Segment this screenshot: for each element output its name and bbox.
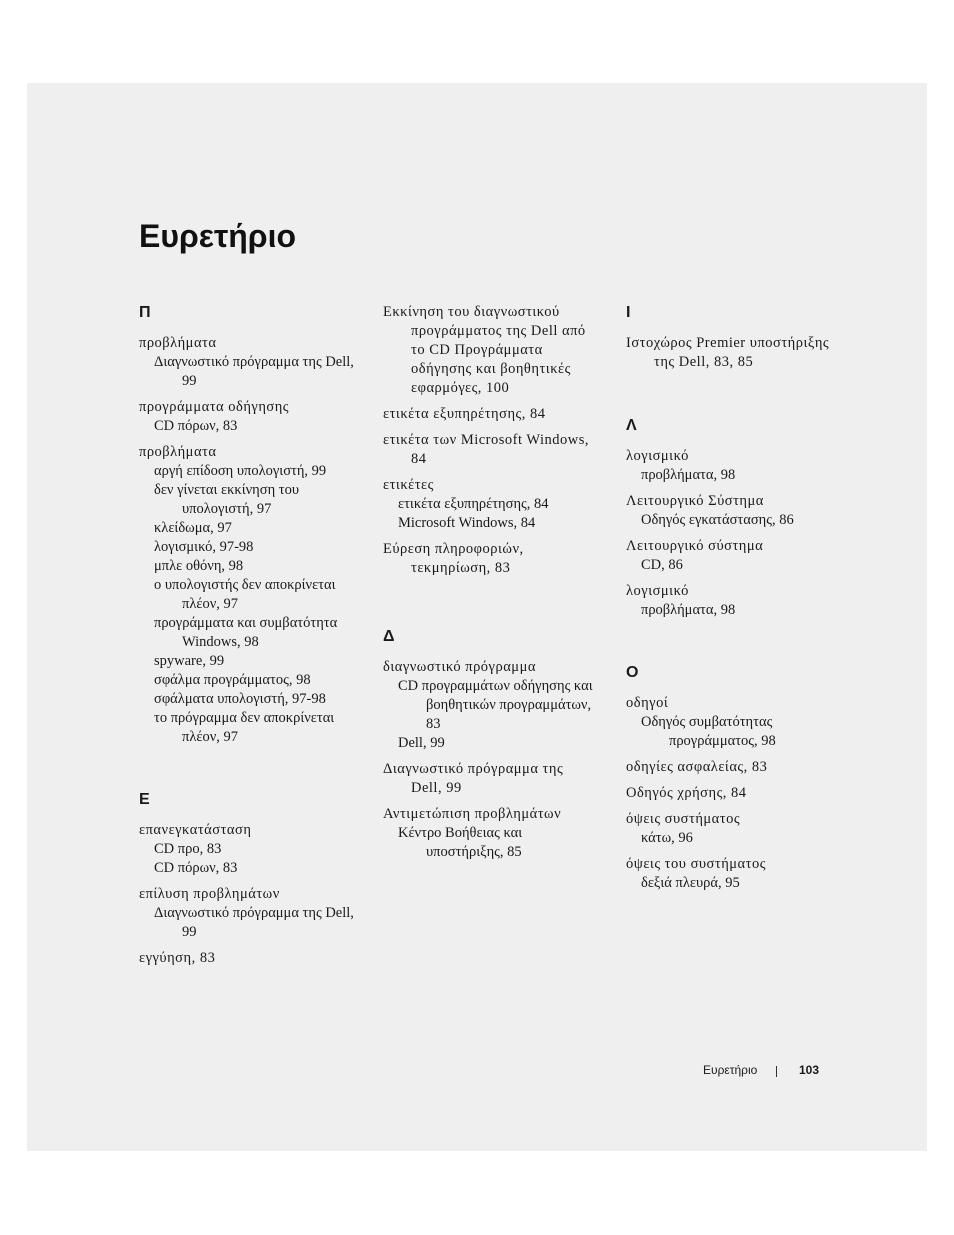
index-entry (139, 821, 359, 878)
footer-separator (776, 1066, 777, 1077)
entry-main: διαγνωστικό πρόγραμμα (383, 659, 536, 675)
entry-sub: Διαγνωστικό πρόγραμμα της Dell, 99 (154, 354, 354, 389)
entry-sub: κάτω, 96 (641, 830, 693, 846)
section-letter-lambda: Λ (626, 417, 637, 434)
index-entry (383, 540, 598, 578)
index-entry (626, 810, 846, 848)
index-entry (626, 784, 846, 803)
section-letter-pi: Π (139, 304, 151, 321)
entry-sub: λογισμικό, 97-98 (154, 539, 254, 555)
entry-sub: προβλήματα, 98 (641, 602, 736, 618)
entry-sub: δεν γίνεται εκκίνηση του υπολογιστή, 97 (154, 482, 300, 517)
entry-sub: CD πόρων, 83 (154, 860, 238, 876)
index-entry (383, 760, 598, 798)
page-title: Ευρετήριο (139, 218, 297, 254)
entry-main: Ιστοχώρος Premier υποστήριξης της Dell, 83, 85 (626, 335, 830, 370)
entry-main: ετικέτα των Microsoft Windows, 84 (383, 432, 589, 467)
entry-sub: Κέντρο Βοήθειας και υποστήριξης, 85 (398, 825, 523, 860)
index-entry (383, 431, 598, 469)
entry-main: οδηγίες ασφαλείας, 83 (626, 759, 768, 775)
entry-main: όψεις συστήματος (626, 811, 741, 827)
index-entry (139, 443, 359, 747)
entry-sub: προγράμματα και συμβατότητα Windows, 98 (154, 615, 338, 650)
entry-main: ετικέτα εξυπηρέτησης, 84 (383, 406, 546, 422)
entry-main: επίλυση προβλημάτων (139, 886, 280, 902)
index-entry (626, 694, 846, 751)
entry-main: οδηγοί (626, 695, 669, 711)
page-number: 103 (799, 1063, 820, 1077)
entry-sub: Διαγνωστικό πρόγραμμα της Dell, 99 (154, 905, 354, 940)
index-column-1 (139, 303, 359, 975)
index-entry (626, 492, 846, 530)
entry-sub: ο υπολογιστής δεν αποκρίνεται πλέον, 97 (154, 577, 336, 612)
index-entry (139, 885, 359, 942)
entry-main: προβλήματα (139, 335, 217, 351)
entry-sub: CD, 86 (641, 557, 683, 573)
index-entry (383, 805, 598, 862)
entry-sub: σφάλματα υπολογιστή, 97-98 (154, 691, 326, 707)
entry-sub: ετικέτα εξυπηρέτησης, 84 (398, 496, 549, 512)
index-entry (383, 476, 598, 533)
entry-sub: δεξιά πλευρά, 95 (641, 875, 740, 891)
index-entry (383, 658, 598, 753)
entry-sub: αργή επίδοση υπολογιστή, 99 (154, 463, 327, 479)
entry-sub: κλείδωμα, 97 (154, 520, 232, 536)
entry-sub: μπλε οθόνη, 98 (154, 558, 244, 574)
index-entry (626, 334, 846, 372)
entry-sub: CD προγραμμάτων οδήγησης και βοηθητικών προγραμμάτων, 83 (398, 678, 593, 732)
entry-sub: spyware, 99 (154, 653, 225, 669)
entry-main: ετικέτες (383, 477, 434, 493)
entry-sub: Οδηγός εγκατάστασης, 86 (641, 512, 794, 528)
entry-sub: προβλήματα, 98 (641, 467, 736, 483)
entry-main: εγγύηση, 83 (139, 950, 216, 966)
index-entry (626, 582, 846, 620)
index-entry (383, 303, 598, 398)
entry-sub: σφάλμα προγράμματος, 98 (154, 672, 311, 688)
entry-sub: Dell, 99 (398, 735, 445, 751)
section-letter-epsilon: Ε (139, 791, 150, 808)
entry-main: επανεγκατάσταση (139, 822, 252, 838)
entry-main: Αντιμετώπιση προβλημάτων (383, 806, 562, 822)
entry-main: Εύρεση πληροφοριών, τεκμηρίωση, 83 (383, 541, 524, 576)
entry-sub: Οδηγός συμβατότητας προγράμματος, 98 (641, 714, 776, 749)
index-entry (139, 334, 359, 391)
entry-main: Οδηγός χρήσης, 84 (626, 785, 747, 801)
entry-main: λογισμικό (626, 583, 689, 599)
entry-main: προγράμματα οδήγησης (139, 399, 290, 415)
entry-main: Διαγνωστικό πρόγραμμα της Dell, 99 (383, 761, 564, 796)
entry-main: προβλήματα (139, 444, 217, 460)
index-column-2 (383, 303, 598, 869)
index-entry (626, 537, 846, 575)
entry-main: όψεις του συστήματος (626, 856, 766, 872)
index-entry (626, 758, 846, 777)
section-letter-omicron: Ο (626, 664, 639, 681)
entry-sub: το πρόγραμμα δεν αποκρίνεται πλέον, 97 (154, 710, 335, 745)
section-letter-delta: Δ (383, 628, 395, 645)
entry-sub: Microsoft Windows, 84 (398, 515, 536, 531)
entry-sub: CD πόρων, 83 (154, 418, 238, 434)
entry-main: Λειτουργικό σύστημα (626, 538, 764, 554)
section-letter-iota: Ι (626, 304, 631, 321)
entry-main: λογισμικό (626, 448, 689, 464)
index-entry (626, 855, 846, 893)
index-entry (139, 398, 359, 436)
entry-sub: CD προ, 83 (154, 841, 222, 857)
index-column-3 (626, 303, 846, 900)
footer-section-label: Ευρετήριο (703, 1063, 758, 1077)
index-entry (383, 405, 598, 424)
entry-main: Εκκίνηση του διαγνωστικού προγράμματος της Dell από το CD Προγράμματα οδήγησης και βοηθητικές εφαρμόγες, 100 (383, 304, 586, 396)
index-entry (626, 447, 846, 485)
index-entry (139, 949, 359, 968)
entry-main: Λειτουργικό Σύστημα (626, 493, 764, 509)
